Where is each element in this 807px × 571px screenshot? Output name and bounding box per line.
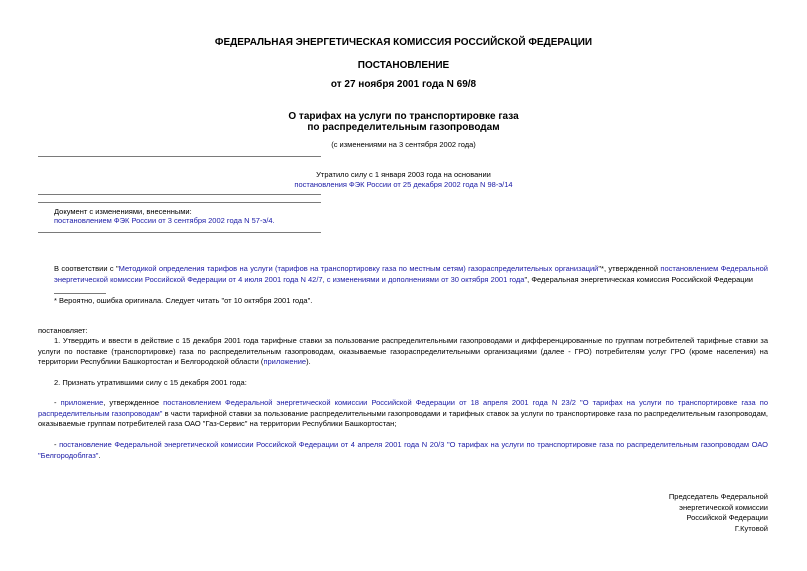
- changes-note: (с изменениями на 3 сентября 2002 года): [331, 140, 476, 149]
- bullet-text: , утвержденное: [103, 398, 164, 407]
- resolution-20-3-link[interactable]: постановление Федеральной энергетической комиссии Российской Федерации от 4 апреля 2001 года N 20/3 "О тарифах на услуги по транспортировке газа по распределительным газопроводам ОАО "Белгородоблгаз": [38, 440, 768, 460]
- doc-title-line1: О тарифах на услуги по транспортировке газа: [288, 111, 519, 122]
- bullet-text: в части тарифной ставки за пользование распределительными газопроводами и тарифных ставок за услуги по транспортировке газа по распределительным газопроводам, оказываемые группам потребителей газа ОАО "Газ-Сервис" на территории Республики Башкортостан;: [38, 408, 769, 428]
- item-1-paragraph: [38, 336, 768, 368]
- footnote-text: * Вероятно, ошибка оригинала. Следует читать "от 10 октября 2001 года".: [54, 296, 313, 305]
- decides-label: постановляет:: [38, 326, 88, 335]
- appendix-link[interactable]: приложение: [60, 398, 104, 407]
- doc-date: от 27 ноября 2001 года N 69/8: [330, 79, 477, 90]
- resolution-link[interactable]: постановлением Федеральной энергетической комиссии Российской Федерации от 4 июля 2001 года N 42/7, с изменениями и дополнениями от 30 октября 2001 года: [54, 264, 768, 284]
- bullet-2-paragraph: [38, 440, 768, 461]
- validity-text: Утратило силу с 1 января 2003 года на основании: [316, 170, 491, 179]
- preamble-text: "*, утвержденной: [598, 264, 661, 273]
- signature-name: Г.Кутовой: [734, 523, 768, 533]
- org-name: ФЕДЕРАЛЬНАЯ ЭНЕРГЕТИЧЕСКАЯ КОМИССИЯ РОССИЙСКОЙ ФЕДЕРАЦИИ: [214, 37, 593, 48]
- separator-line: [38, 156, 321, 157]
- signature-line: энергетической комиссии: [679, 502, 768, 512]
- preamble-text: В соответствии с ": [54, 264, 119, 273]
- item-1-text: ).: [306, 357, 311, 366]
- bullet-1-paragraph: [38, 398, 768, 430]
- item-1-text: 1. Утвердить и ввести в действие с 15 декабря 2001 года тарифные ставки за пользование распределительными газопроводами и дифференцированные по группам потребителей тарифные ставки за услуги по поставке (транспортировке) газа по распределительным газопроводам, оказываемые газораспределительными организациями (далее - ГРО) потребителям услуг ГРО (кроме населения) на территории Республики Башкортостан и Белгородской области (: [38, 336, 768, 366]
- validity-link[interactable]: постановления ФЭК России от 25 декабря 2002 года N 98-э/14: [294, 180, 513, 189]
- footnote-separator: [54, 293, 106, 294]
- item-2-text: 2. Признать утратившими силу с 15 декабря 2001 года:: [54, 378, 247, 387]
- bullet-text: -: [54, 398, 61, 407]
- resolution-23-2-link[interactable]: постановлением Федеральной энергетической комиссии Российской Федерации от 18 апреля 2001 года N 23/2 "О тарифах на услуги по транспортировке газа по распределительным газопроводам": [38, 398, 768, 418]
- bullet-text: .: [98, 450, 101, 460]
- separator-line: [38, 232, 321, 233]
- signature-line: Председатель Федеральной: [668, 492, 768, 501]
- methodology-link[interactable]: Методикой определения тарифов на услуги (тарифов на транспортировку газа по местным сетям) газораспределительных организаций: [118, 264, 599, 273]
- signature-block: [669, 492, 768, 534]
- bullet-text: -: [54, 440, 60, 449]
- signature-line: Российской Федерации: [686, 513, 768, 522]
- amendments-label: Документ с изменениями, внесенными:: [54, 207, 192, 216]
- doc-title-line2: по распределительным газопроводам: [307, 122, 500, 133]
- amendments-link[interactable]: постановлением ФЭК России от 3 сентября 2002 года N 57-э/4.: [54, 216, 275, 225]
- separator-line: [38, 202, 321, 203]
- doc-type: ПОСТАНОВЛЕНИЕ: [357, 60, 450, 71]
- preamble-paragraph: [54, 264, 768, 285]
- appendix-link[interactable]: приложение: [263, 357, 307, 366]
- preamble-text: ", Федеральная энергетическая комиссия Российской Федерации: [524, 274, 753, 284]
- separator-line: [38, 194, 321, 195]
